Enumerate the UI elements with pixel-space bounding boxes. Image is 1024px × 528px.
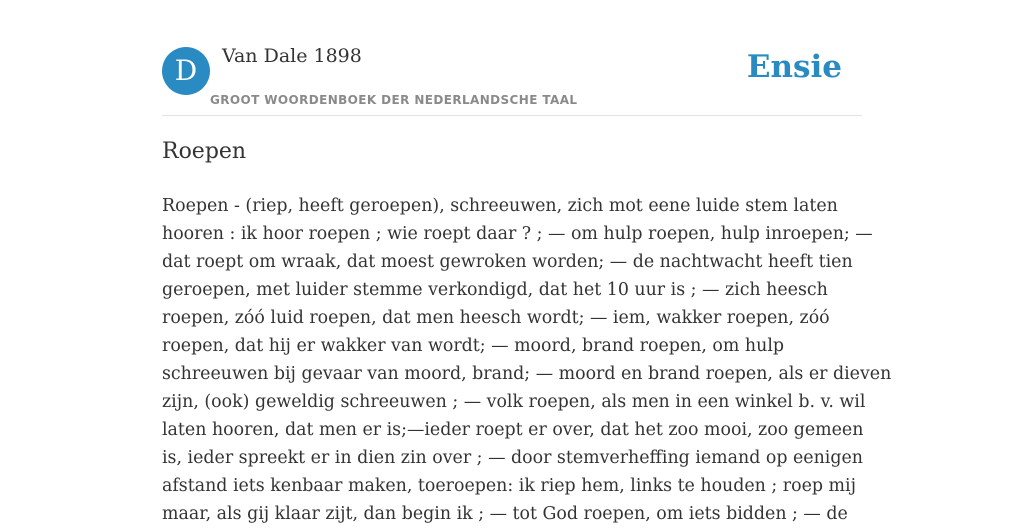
definition-line: dat roept om wraak, dat moest gewroken worden; — de nachtwacht heeft tien <box>162 252 853 272</box>
definition-line: geroepen, met luider stemme verkondigd, dat het 10 uur is ; — zich heesch <box>162 280 828 300</box>
dictionary-subtitle: GROOT WOORDENBOEK DER NEDERLANDSCHE TAAL <box>210 93 578 107</box>
dictionary-title[interactable]: Van Dale 1898 <box>222 45 362 67</box>
entry-definition <box>162 192 892 528</box>
definition-line: hooren : ik hoor roepen ; wie roept daar ? ; — om hulp roepen, hulp inroepen; — <box>162 224 873 244</box>
definition-line: afstand iets kenbaar maken, toeroepen: ik riep hem, links te houden ; roep mij <box>162 476 856 496</box>
definition-line: is, ieder spreekt er in dien zin over ; — door stemverheffing iemand op eenigen <box>162 448 863 468</box>
site-header <box>162 0 862 116</box>
definition-line: roepen, dat hij er wakker van wordt; — moord, brand roepen, om hulp <box>162 336 785 356</box>
entry-headword: Roepen <box>162 139 247 164</box>
definition-line: schreeuwen bij gevaar van moord, brand; — moord en brand roepen, als er dieven <box>162 364 892 384</box>
brand-logo[interactable]: Ensie <box>746 49 842 85</box>
definition-line: roepen, zóó luid roepen, dat men heesch wordt; — iem, wakker roepen, zóó <box>162 308 830 328</box>
definition-line: laten hooren, dat men er is;—ieder roept er over, dat het zoo mooi, zoo gemeen <box>162 420 864 440</box>
dictionary-logo[interactable]: D <box>162 47 210 95</box>
definition-line: Roepen - (riep, heeft geroepen), schreeuwen, zich mot eene luide stem laten <box>162 196 838 216</box>
definition-line: zijn, (ook) geweldig schreeuwen ; — volk roepen, als men in een winkel b. v. wil <box>162 392 866 412</box>
definition-line: maar, als gij klaar zijt, dan begin ik ; — tot God roepen, om iets bidden ; — de <box>162 504 848 524</box>
